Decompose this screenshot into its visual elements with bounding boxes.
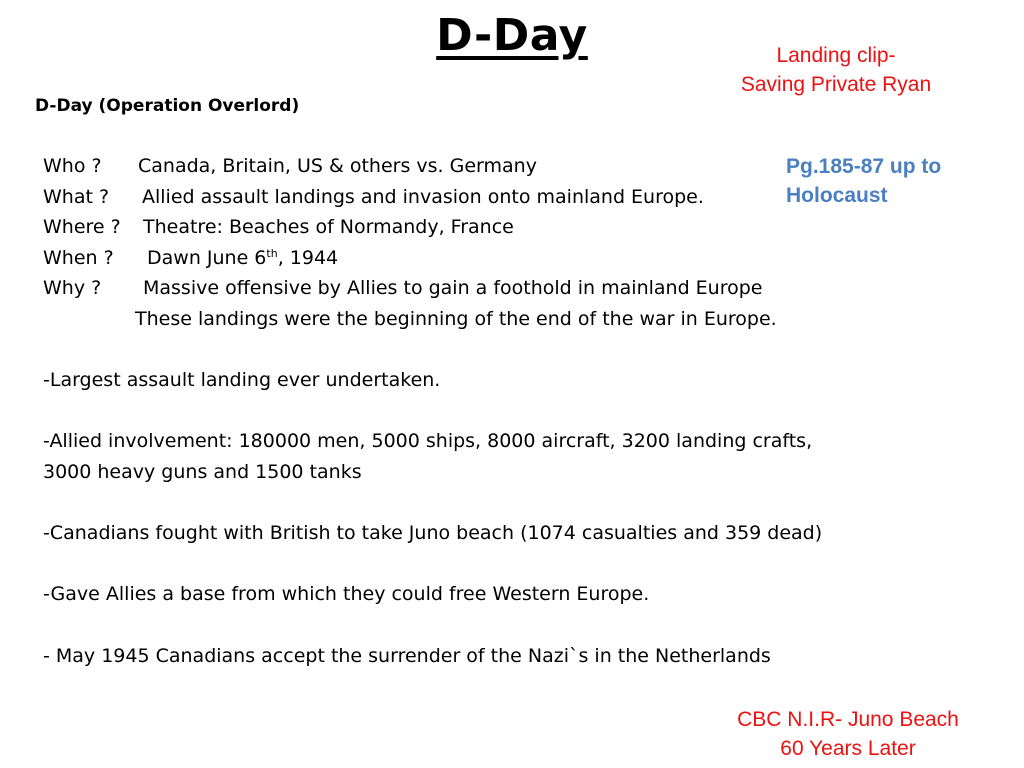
qa-label: Who ? xyxy=(43,155,102,177)
cbc-juno-beach-note xyxy=(690,705,1006,763)
qa-text xyxy=(147,247,338,269)
ordinal-suffix: th xyxy=(266,246,278,260)
qa-row-why xyxy=(43,273,822,304)
qa-row-what xyxy=(43,182,822,213)
qa-row-where xyxy=(43,212,822,243)
why-continuation: These landings were the beginning of the end of the war in Europe. xyxy=(135,307,777,330)
note-line: Holocaust xyxy=(786,184,888,207)
slide-title: D-Day xyxy=(436,10,588,61)
note-line: 60 Years Later xyxy=(780,737,916,760)
qa-label: When ? xyxy=(43,246,114,269)
qa-text-part: Dawn June 6 xyxy=(147,246,267,269)
qa-text-part: , 1944 xyxy=(277,246,339,269)
note-line: Pg.185-87 up to xyxy=(786,155,942,178)
landing-clip-note xyxy=(716,41,956,99)
qa-text: Massive offensive by Allies to gain a foothold in mainland Europe xyxy=(143,277,763,300)
bullet-base-western-europe: -Gave Allies a base from which they could free Western Europe. xyxy=(43,583,650,606)
qa-label: Why ? xyxy=(43,277,102,300)
note-line: CBC N.I.R- Juno Beach xyxy=(737,708,959,731)
bullet-largest-landing: -Largest assault landing ever undertaken. xyxy=(43,369,441,392)
slide-subtitle: D-Day (Operation Overlord) xyxy=(35,96,300,116)
qa-text: Theatre: Beaches of Normandy, France xyxy=(143,216,514,239)
note-line: Saving Private Ryan xyxy=(740,73,932,96)
bullet-surrender-netherlands: - May 1945 Canadians accept the surrender of the Nazi`s in the Netherlands xyxy=(43,644,771,667)
bullet-juno-beach: -Canadians fought with British to take Juno beach (1074 casualties and 359 dead) xyxy=(43,522,823,545)
slide-body xyxy=(43,151,822,671)
qa-label: Where ? xyxy=(43,216,121,239)
bullet-allied-involvement-continued: 3000 heavy guns and 1500 tanks xyxy=(43,460,362,483)
qa-label: What ? xyxy=(43,185,110,208)
qa-text: Canada, Britain, US & others vs. Germany xyxy=(138,155,537,177)
qa-row-when xyxy=(43,243,822,274)
note-line: Landing clip- xyxy=(776,44,896,67)
bullet-allied-involvement: -Allied involvement: 180000 men, 5000 ships, 8000 aircraft, 3200 landing crafts, xyxy=(43,430,813,453)
qa-text: Allied assault landings and invasion onto mainland Europe. xyxy=(142,185,704,208)
qa-row-who xyxy=(43,151,822,182)
